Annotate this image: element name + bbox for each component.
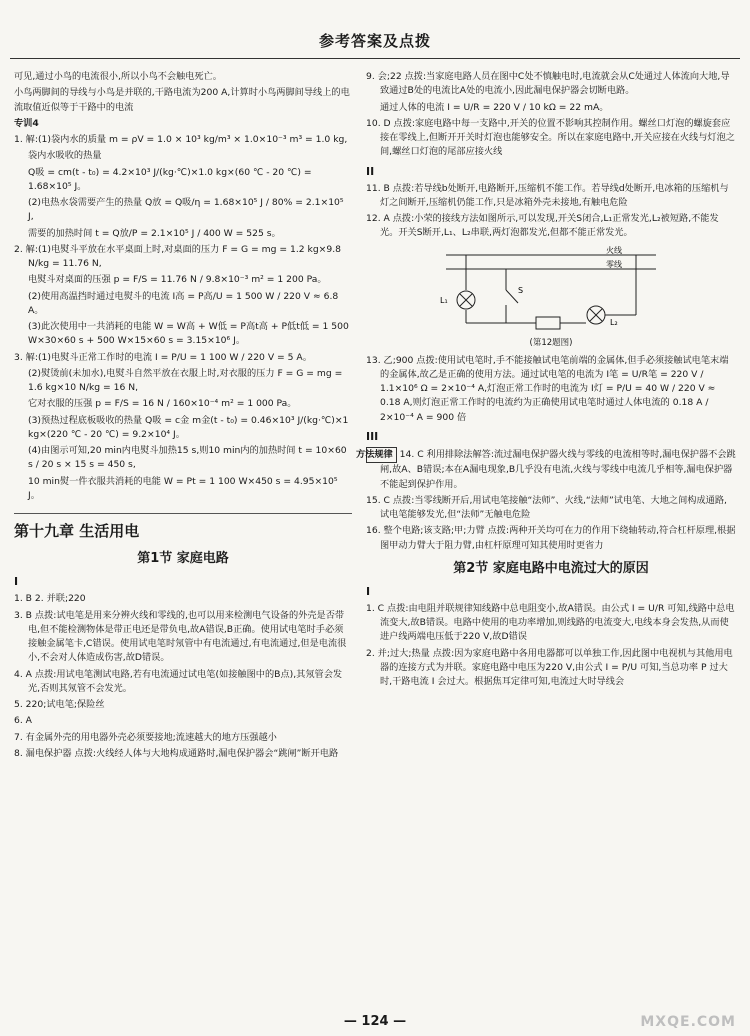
answer-line: (2)使用高温挡时通过电熨斗的电流 I高 = P高/U = 1 500 W / 220 V ≈ 6.8 A。 [28, 290, 339, 316]
circuit-diagram [406, 245, 666, 335]
text-paragraph: 可见,通过小鸟的电流很小,所以小鸟不会触电死亡。 [14, 71, 222, 82]
answer-line: (3)此次使用中一共消耗的电能 W = W高 + W低 = P高t高 + P低t低 = 1 500 W×30×60 s + 500 W×15×60 s = 3.15×10⁶ J。 [28, 321, 349, 347]
level-marker: III [366, 429, 379, 443]
answer-item: 7. 有金属外壳的用电器外壳必须要接地;流速越大的地方压强越小 [14, 731, 277, 743]
answer-item: 16. 整个电路;该支路;甲;力臂 点拨:两种开关均可在力的作用下绕轴转动,符合杠杆原理,根据图甲动力臂大于阻力臂,由杠杆原理可知其使用时更省力 [366, 525, 736, 551]
answer-item: 13. 乙;900 点拨:使用试电笔时,手不能接触试电笔前端的金属体,但手必须接触试电笔末端的金属体,故乙是正确的使用方法。通过试电笔的电流为 I笔 = U/R笔 = 220 V / 1.1×10⁶ Ω = 2×10⁻⁴ A,灯泡正常工作时的电流为 I灯 = P/U = 40 W / 220 V ≈ 0.18 A,则灯泡正常工作时的电流约为正确使用试电笔时通过人体电流的 0.18 A / 2×10⁻⁴ A = 900 倍 [366, 354, 729, 423]
page-number: — 124 — [343, 1013, 407, 1029]
answer-item: 1. 解:(1)袋内水的质量 m = ρV = 1.0 × 10³ kg/m³ × 1.0×10⁻³ m³ = 1.0 kg, [14, 134, 348, 145]
answer-item: 3. 解:(1)电熨斗正常工作时的电流 I = P/U = 1 100 W / 220 V = 5 A。 [14, 351, 312, 363]
watermark-text: MXQE.COM [640, 1014, 736, 1031]
lamp-l2-label: L₂ [610, 317, 618, 327]
level-marker: I [366, 584, 371, 598]
answer-item: 6. A [14, 715, 32, 727]
answer-line: 需要的加热时间 t = Q放/P = 2.1×10⁵ J / 400 W = 525 s。 [28, 227, 281, 239]
header-divider [10, 58, 740, 59]
chapter-title: 第十九章 生活用电 [14, 513, 352, 543]
socket-icon [536, 317, 560, 329]
section-title: 第2节 家庭电路中电流过大的原因 [453, 560, 649, 576]
answer-line: 电熨斗对桌面的压强 p = F/S = 11.76 N / 9.8×10⁻³ m² = 1 200 Pa。 [28, 274, 327, 286]
answer-item: 3. B 点拨:试电笔是用来分辨火线和零线的,也可以用来检测电气设备的外壳是否带电,但不能检测物体是带正电还是带负电,故A错误,B正确。使用试电笔时手必须接触金属笔卡,C错误。使用试电笔时氖管中有电流通过,有电流通过,但是电流很小,不会对人体造成伤害,故D错误。 [14, 609, 347, 664]
answer-line: 10 min熨一件衣服共消耗的电能 W = Pt = 1 100 W×450 s = 4.95×10⁵ J。 [28, 475, 338, 501]
special-training-label: 专训4 [14, 117, 39, 129]
answer-item: 4. A 点拨:用试电笔测试电路,若有电流通过试电笔(如接触图中的B点),其氖管会发光,否则其氖管不会发光。 [14, 668, 343, 694]
lamp-l1-label: L₁ [440, 295, 448, 305]
method-badge: 方法规律 [366, 447, 397, 463]
answer-line: Q吸 = cm(t - t₀) = 4.2×10³ J/(kg·℃)×1.0 kg×(60 ℃ - 20 ℃) = 1.68×10⁵ J。 [28, 166, 312, 192]
circuit-svg [406, 245, 666, 335]
level-marker: II [366, 164, 375, 178]
figure-caption: (第12题图) [529, 337, 573, 348]
answer-item: 8. 漏电保护器 点拨:火线经人体与大地构成通路时,漏电保护器会“跳闸”断开电路 [14, 747, 339, 759]
page-title: 参考答案及点拨 [318, 32, 431, 50]
answer-item: 5. 220;试电笔;保险丝 [14, 699, 105, 711]
watermark-logo [616, 994, 736, 1034]
answer-line: 袋内水吸收的热量 [28, 150, 102, 162]
answer-line: 它对衣服的压强 p = F/S = 16 N / 160×10⁻⁴ m² = 1 000 Pa。 [28, 398, 297, 410]
page-header [0, 0, 750, 64]
text-paragraph: 小鸟两脚间的导线与小鸟是并联的,干路电流为200 A,计算时小鸟两脚间导线上的电流取值近似等于干路中的电流 [14, 87, 350, 113]
right-column [356, 70, 736, 1006]
section-title: 第1节 家庭电路 [137, 551, 229, 567]
switch-s-icon [506, 290, 518, 303]
answer-item: 2. 并;过大;热量 点拨:因为家庭电路中各用电器都可以单独工作,因此图中电视机与其他用电器的连接方式为并联。家庭电路中电压为220 V,由公式 I = P/U 可知,当总功率 P 过大时,干路电流 I 会过大。根据焦耳定律可知,电流过大时导线会 [366, 647, 733, 688]
answer-item: 1. C 点拨:由电阻并联规律知线路中总电阻变小,故A错误。由公式 I = U/R 可知,线路中总电流变大,故B错误。电路中使用的电功率增加,则线路的电流变大,电线本身会发热,从而使进户线两端电压低于220 V,故D错误 [366, 602, 735, 643]
answer-item: 11. B 点拨:若导线b处断开,电路断开,压缩机不能工作。若导线d处断开,电冰箱的压缩机与灯之间断开,压缩机仍能工作,只是冰箱外壳未接地,有触电危险 [366, 182, 729, 208]
answer-line: (4)由图示可知,20 min内电熨斗加热15 s,则10 min内的加热时间 t = 10×60 s / 20 s × 15 s = 450 s, [28, 445, 347, 471]
left-column [14, 70, 352, 1006]
answer-item: 12. A 点拨:小荣的接线方法如图所示,可以发现,开关S闭合,L₁正常发光,L₂被短路,不能发光。开关S断开,L₁、L₂串联,两灯泡都发光,但都不能正常发光。 [366, 213, 719, 239]
live-wire-label: 火线 [606, 245, 622, 255]
answer-line: 通过人体的电流 I = U/R = 220 V / 10 kΩ = 22 mA。 [380, 101, 609, 113]
neutral-wire-label: 零线 [606, 259, 622, 269]
level-marker: I [14, 575, 19, 589]
answer-item: 2. 解:(1)电熨斗平放在水平桌面上时,对桌面的压力 F = G = mg = 1.2 kg×9.8 N/kg = 11.76 N, [14, 243, 341, 269]
answer-item [356, 447, 736, 492]
answer-item: 15. C 点拨:当零线断开后,用试电笔接触“法师”、火线,“法师”试电笔、大地之间构成通路,试电笔能够发光,但“法师”无触电危险 [366, 494, 727, 521]
switch-label: S [518, 285, 524, 295]
answer-line: (3)预热过程底板吸收的热量 Q吸 = c金 m金(t - t₀) = 0.46×10³ J/(kg·℃)×1 kg×(220 ℃ - 20 ℃) = 9.2×10⁴ J。 [28, 414, 349, 440]
answer-line: (2)熨烫前(未加水),电熨斗自然平放在衣服上时,对衣服的压力 F = G = mg = 1.6 kg×10 N/kg = 16 N, [28, 367, 343, 393]
answer-item: 1. B 2. 并联;220 [14, 593, 86, 605]
answer-item: 9. 会;22 点拨:当家庭电路人员在图中C处不慎触电时,电流就会从C处通过人体流向大地,导致通过B处的电流比A处的电流小,因此漏电保护器会切断电路。 [366, 71, 730, 97]
answer-text: 14. C 利用排除法解答:流过漏电保护器火线与零线的电流相等时,漏电保护器不会跳闸,故A、B错误;本在A漏电现象,B几乎没有电流,火线与零线中电流几乎相等,漏电保护器不能起到保护作用。 [380, 449, 736, 490]
answer-item: 10. D 点拨:家庭电路中每一支路中,开关的位置不影响其控制作用。螺丝口灯泡的螺旋套应接在零线上,但断开开关时灯泡也能够安全。所以在家庭电路中,开关应接在火线与灯泡之间,螺丝口灯泡的尾部应接火线 [366, 117, 735, 158]
answer-line: (2)电热水袋需要产生的热量 Q放 = Q吸/η = 1.68×10⁵ J / 80% = 2.1×10⁵ J, [28, 197, 344, 223]
